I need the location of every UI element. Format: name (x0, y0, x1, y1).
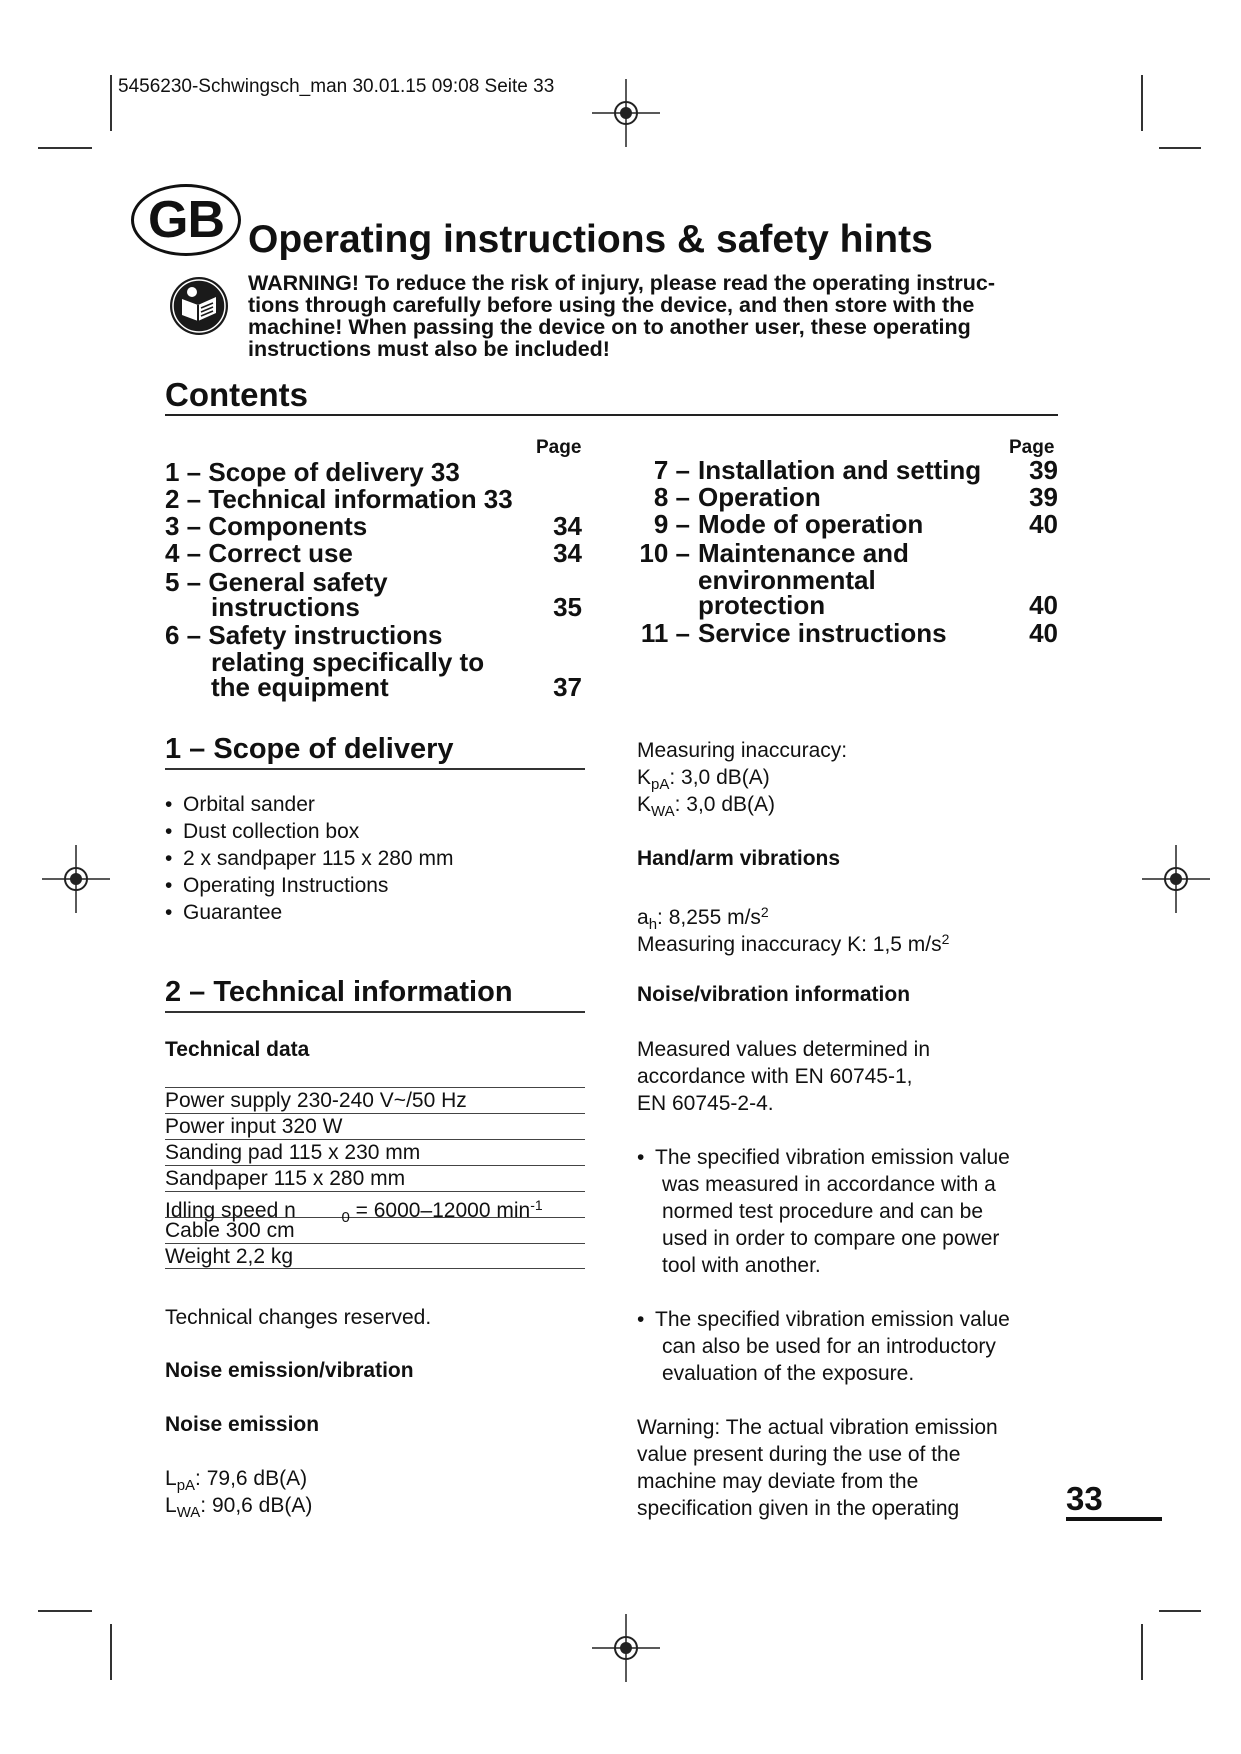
text-line: EN 60745-2-4. (637, 1092, 774, 1115)
warning-line: WARNING! To reduce the risk of injury, please read the operating instruc- (248, 271, 996, 295)
lwa-value: $L_{WA}$: 90,6 dB(A) (165, 1494, 313, 1521)
text-line: used in order to compare one power (662, 1227, 1000, 1250)
kwa-value: $K_{WA}$: 3,0 dB(A) (637, 793, 776, 820)
vibration-bullet-1 (637, 1144, 1077, 1279)
hand-arm-heading: Hand/arm vibrations (637, 847, 841, 870)
toc-entry-number: 11 – (640, 618, 690, 648)
toc-page-number: 37 (553, 672, 582, 702)
toc-page-number: 35 (553, 592, 582, 622)
toc-entry-label: 1 – Scope of delivery 33 (165, 457, 460, 487)
idling-speed-label: Idling speed n (165, 1199, 296, 1222)
table-row: Sanding pad 115 x 230 mm (165, 1139, 585, 1165)
toc-entry[interactable] (698, 484, 821, 511)
text-line: Warning: The actual vibration emission (637, 1416, 998, 1439)
toc-entry[interactable] (165, 459, 460, 486)
toc-entry-number: 8 – (653, 482, 690, 512)
lpa-value: $L_{pA}$: 79,6 dB(A) (165, 1467, 308, 1494)
page-number: 33 (1066, 1480, 1103, 1517)
toc-entry-label: environmental (698, 565, 876, 595)
noise-vibration-heading: Noise emission/vibration (165, 1359, 414, 1382)
toc-entry-label: instructions (211, 592, 360, 622)
toc-entry-label: Service instructions (698, 618, 947, 648)
toc-entry-continuation (211, 674, 389, 701)
vibration-warning-text (637, 1414, 998, 1522)
toc-entry-number: 7 – (653, 455, 690, 485)
toc-entry-label: relating specifically to (211, 647, 485, 677)
measuring-inaccuracy-label: Measuring inaccuracy: (637, 739, 848, 762)
country-badge: GB (131, 184, 241, 256)
warning-line: tions through carefully before using the device, and then store with the (248, 293, 975, 317)
toc-entry[interactable] (698, 540, 909, 567)
technical-data-table (165, 1087, 585, 1269)
text-line: The specified vibration emission value (655, 1146, 1010, 1169)
table-row: Power input 320 W (165, 1113, 585, 1139)
toc-entry-continuation (698, 592, 825, 619)
technical-changes-note: Technical changes reserved. (165, 1306, 432, 1329)
measured-values-text (637, 1036, 930, 1117)
toc-page-header: Page (1009, 437, 1055, 458)
list-item: • Dust collection box (165, 818, 585, 845)
toc-page-number: 40 (1029, 509, 1058, 539)
noise-emission-heading: Noise emission (165, 1413, 320, 1436)
toc-entry[interactable] (698, 620, 947, 647)
list-item: • Guarantee (165, 899, 585, 926)
list-item: • 2 x sandpaper 115 x 280 mm (165, 845, 585, 872)
noise-vibration-info-heading: Noise/vibration information (637, 983, 911, 1006)
kpa-value: $K_{pA}$: 3,0 dB(A) (637, 766, 770, 793)
table-row: Weight 2,2 kg (165, 1243, 585, 1269)
text-line: normed test procedure and can be (662, 1200, 984, 1223)
page-title: Operating instructions & safety hints (248, 218, 933, 261)
section-heading-scope: 1 – Scope of delivery (165, 733, 454, 765)
toc-entry-label: the equipment (211, 672, 389, 702)
toc-page-number: 39 (1029, 455, 1058, 485)
toc-page-number: 34 (553, 511, 582, 541)
section-heading-technical: 2 – Technical information (165, 976, 513, 1008)
contents-heading: Contents (165, 376, 308, 413)
idling-speed-value: = 6000–12000 min (355, 1199, 531, 1222)
list-item: • Operating Instructions (165, 872, 585, 899)
crop-mark (1141, 75, 1143, 131)
warning-text (248, 272, 1048, 360)
toc-entry[interactable] (165, 486, 513, 513)
section-divider (165, 768, 585, 770)
registration-mark-icon (42, 845, 110, 913)
toc-page-header: Page (536, 437, 582, 458)
text-line: tool with another. (662, 1254, 821, 1277)
text-line: value present during the use of the (637, 1443, 961, 1466)
toc-entry-number: 9 – (653, 509, 690, 539)
toc-entry[interactable] (165, 513, 367, 540)
crop-mark (1159, 1610, 1201, 1612)
table-row: Power supply 230-240 V~/50 Hz (165, 1087, 585, 1113)
toc-entry[interactable] (698, 457, 981, 484)
text-line: Measured values determined in (637, 1038, 930, 1061)
crop-mark (1159, 147, 1201, 149)
warning-line: machine! When passing the device on to another user, these operating (248, 315, 971, 339)
text-line: can also be used for an introductory (662, 1335, 996, 1358)
toc-entry-label: Maintenance and (698, 538, 909, 568)
toc-entry[interactable] (698, 511, 923, 538)
toc-entry-label: 2 – Technical information 33 (165, 484, 513, 514)
toc-entry-label: Mode of operation (698, 509, 924, 539)
table-row (165, 1191, 585, 1226)
text-line: The specified vibration emission value (655, 1308, 1010, 1331)
bullet-icon: • (637, 1308, 645, 1331)
list-item: • Orbital sander (165, 791, 585, 818)
text-line: accordance with EN 60745-1, (637, 1065, 913, 1088)
page-number-rule (1066, 1517, 1162, 1521)
print-slug: 5456230-Schwingsch_man 30.01.15 09:08 Seite 33 (118, 76, 555, 97)
text-line: machine may deviate from the (637, 1470, 919, 1493)
crop-mark (110, 75, 112, 131)
idling-speed-subscript: 0 (341, 1209, 350, 1226)
text-line: was measured in accordance with a (662, 1173, 996, 1196)
table-row: Cable 300 cm (165, 1217, 585, 1243)
toc-entry[interactable] (165, 540, 353, 567)
toc-entry[interactable] (165, 622, 442, 649)
scope-list (165, 791, 585, 926)
text-line: specification given in the operating (637, 1497, 960, 1520)
toc-page-number: 40 (1029, 590, 1058, 620)
crop-mark (38, 1610, 92, 1612)
crop-mark (1141, 1624, 1143, 1680)
read-manual-icon (168, 275, 230, 337)
toc-entry-label: 5 – General safety (165, 567, 388, 597)
toc-page-number: 39 (1029, 482, 1058, 512)
toc-entry-continuation (211, 594, 360, 621)
section-divider (165, 1011, 585, 1013)
registration-mark-icon (592, 79, 660, 147)
toc-entry-label: Installation and setting (698, 455, 982, 485)
technical-data-heading: Technical data (165, 1038, 310, 1061)
toc-entry-label: 4 – Correct use (165, 538, 353, 568)
toc-page-number: 40 (1029, 618, 1058, 648)
crop-mark (110, 1624, 112, 1680)
contents-divider (165, 414, 1058, 416)
table-row: Sandpaper 115 x 280 mm (165, 1165, 585, 1191)
toc-entry-number: 10 – (639, 538, 690, 568)
idling-speed-exponent: -1 (530, 1197, 543, 1213)
registration-mark-icon (1142, 845, 1210, 913)
text-line: evaluation of the exposure. (662, 1362, 915, 1385)
toc-entry-label: 6 – Safety instructions (165, 620, 443, 650)
toc-entry-label: 3 – Components (165, 511, 368, 541)
registration-mark-icon (592, 1614, 660, 1682)
toc-entry-label: protection (698, 590, 826, 620)
toc-entry-label: Operation (698, 482, 821, 512)
vibration-bullet-2 (637, 1306, 1077, 1387)
ah-inaccuracy: Measuring inaccuracy K: 1,5 $m/s^2$ (637, 931, 950, 956)
bullet-icon: • (637, 1146, 645, 1169)
ah-value: $a_h$: 8,255 $m/s^2$ (637, 904, 769, 933)
toc-page-number: 34 (553, 538, 582, 568)
crop-mark (38, 147, 92, 149)
warning-line: instructions must also be included! (248, 337, 610, 361)
